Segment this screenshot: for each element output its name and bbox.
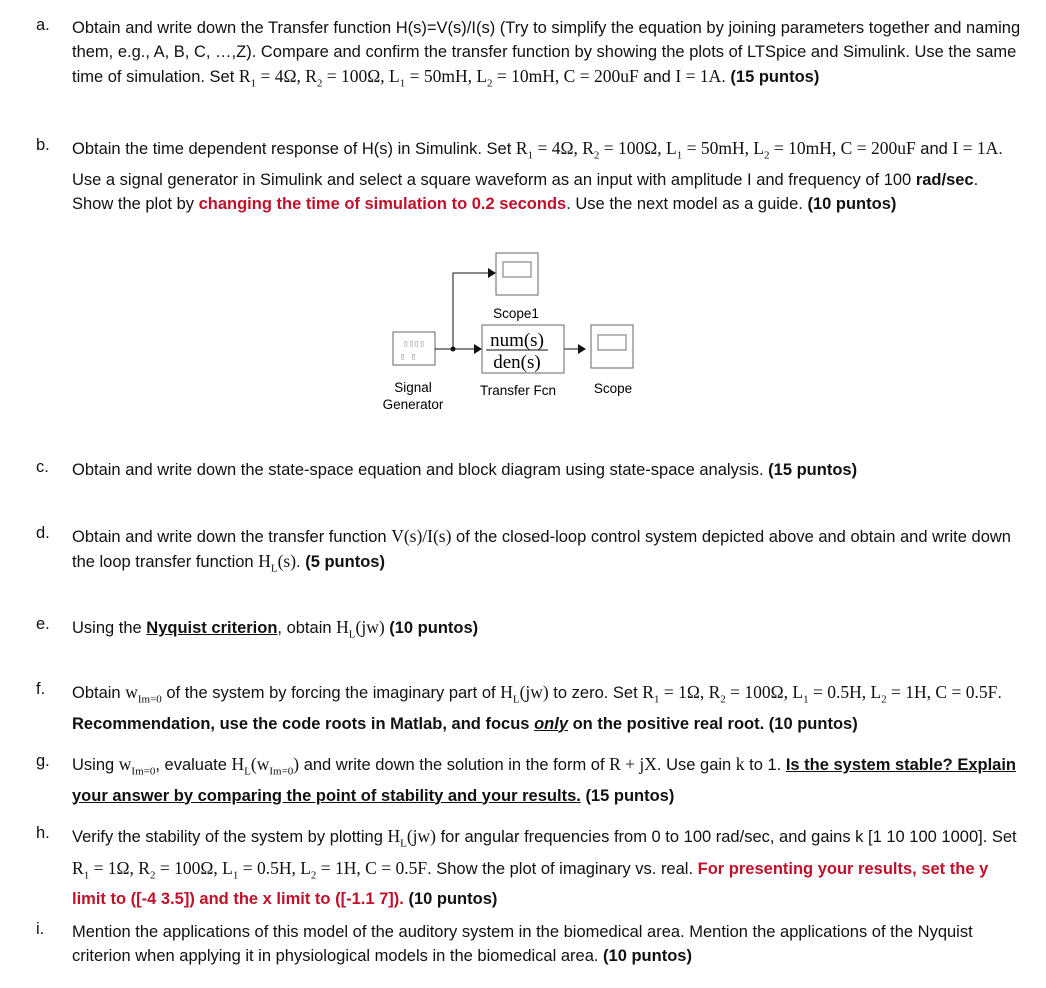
scope-label: Scope (593, 381, 633, 396)
signal-generator-glyph-top: ▯▯▯▯ (403, 339, 425, 349)
scope1-label: Scope1 (493, 306, 539, 321)
question-label: h. (36, 824, 50, 842)
scope1-block (496, 253, 538, 295)
question-label: d. (36, 524, 50, 542)
question-text: Obtain and write down the state-space equation and block diagram using state-space analysis. (15 puntos) (72, 461, 858, 479)
question-label: f. (36, 680, 46, 698)
question-label: i. (36, 920, 45, 938)
signal-generator-label-line2: Generator (382, 397, 444, 412)
question-text: Verify the stability of the system by plotting $H_L(jw)$ for angular frequencies from 0 to 100 rad/sec, and gains k [1 10 100 1000]. Set $R_1 = 1\Omega$, $R_2 = 100\Omega$, $L_1 = 0.5H$, $L_2 = 1H$, C = 0.5F. Show the plot of imaginary vs. real. For presenting your results, set the y limit to ([-4 3.5]) and the x limit to ([-1.1 7]). (10 puntos) (72, 826, 1017, 908)
transfer-fcn-denominator: den(s) (493, 352, 541, 373)
transfer-fcn-label: Transfer Fcn (479, 383, 557, 398)
question-label: a. (36, 16, 50, 34)
question-label: c. (36, 458, 49, 476)
question-text: Using the Nyquist criterion, obtain $H_L(jw)$ (10 puntos) (72, 617, 479, 641)
transfer-fcn-block (482, 325, 564, 373)
question-text: Obtain and write down the transfer function V(s)/I(s) of the closed-loop control system depicted above and obtain and write down the loop transfer function $H_L(s)$. (5 puntos) (72, 526, 1011, 575)
simulink-model-diagram (370, 245, 660, 420)
scope-block (591, 325, 633, 368)
question-text: Obtain and write down the Transfer function H(s)=V(s)/I(s) (Try to simplify the equation by joining parameters together and naming them, e.g., A, B, C, …,Z). Compare and confirm the transfer function by showing the plots of LTSpice and Simulink. Use the same time of simulation. Set $R_1 = 4\Omega$, $R_2 = 100\Omega$, $L_1 = 50mH$, $L_2 = 10mH$, C = 200uF and I = 1A. (15 puntos) (72, 19, 1021, 90)
transfer-fcn-numerator: num(s) (490, 330, 544, 351)
question-text: Obtain the time dependent response of H(s) in Simulink. Set $R_1 = 4\Omega$, $R_2 = 100\Omega$, $L_1 = 50mH$, $L_2 = 10mH$, C = 200uF and I = 1A. Use a signal generator in Simulink and select a square waveform as an input with amplitude I and frequency of 100 rad/sec. Show the plot by changing the time of simulation to 0.2 seconds. Use the next model as a guide. (10 puntos) (72, 138, 1003, 213)
signal-generator-label-line1: Signal (394, 380, 432, 395)
signal-generator-block (393, 332, 435, 365)
question-text: Obtain $w_{Im=0}$ of the system by forcing the imaginary part of $H_L(jw)$ to zero. Set $R_1 = 1\Omega$, $R_2 = 100\Omega$, $L_1 = 0.5H$, $L_2 = 1H$, C = 0.5F. Recommendation, use the code roots in Matlab, and focus only on the positive real root. (10 puntos) (72, 682, 1002, 733)
question-label: e. (36, 615, 50, 633)
question-label: g. (36, 752, 50, 770)
question-label: b. (36, 136, 50, 154)
question-text: Mention the applications of this model of the auditory system in the biomedical area. Mention the applications of the Nyquist criterion when applying it in physiological models in the biomedical area. (10 puntos) (72, 923, 973, 965)
question-text: Using $w_{Im=0}$, evaluate $H_L(w_{Im=0})$ and write down the solution in the form of R + jX. Use gain k to 1. Is the system stable? Explain your answer by comparing the point of stability and your results. (15 puntos) (72, 754, 1016, 805)
signal-generator-glyph-bottom: ▯ ▯ (399, 352, 417, 362)
